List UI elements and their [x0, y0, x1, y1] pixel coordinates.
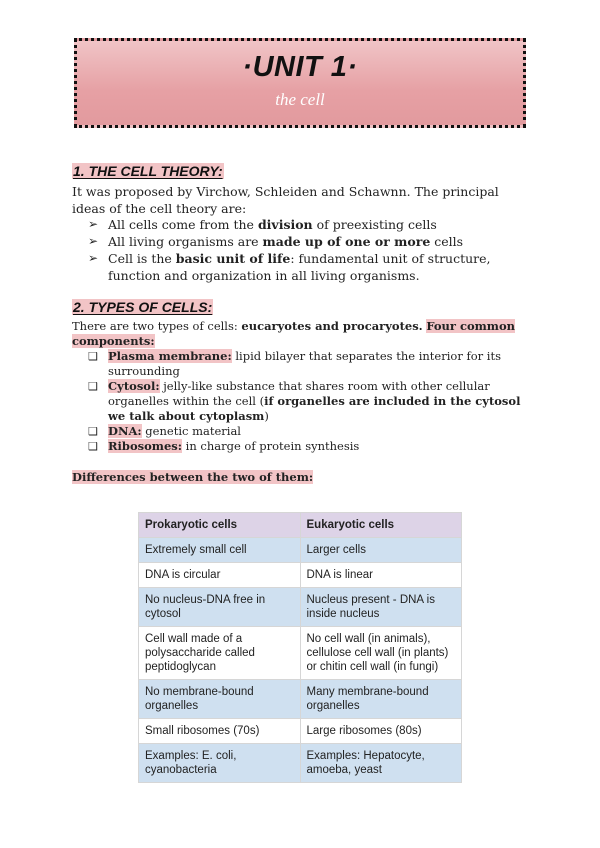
- table-row: [139, 538, 462, 563]
- component-term: Plasma membrane:: [108, 349, 232, 363]
- table-cell: Nucleus present - DNA is inside nucleus: [300, 588, 462, 627]
- intro-highlight: Four common components:: [72, 319, 515, 348]
- item-text: Cell is the: [108, 251, 176, 266]
- component-desc: jelly-like substance that shares room with other cellular organelles within the cell (: [108, 379, 490, 408]
- component-term: Cytosol:: [108, 379, 160, 393]
- list-item: [88, 379, 528, 424]
- differences-label: [72, 470, 528, 485]
- table-cell: No cell wall (in animals), cellulose cell wall (in plants) or chitin cell wall (in fungi): [300, 627, 462, 680]
- arrow-bullet-icon: ➢: [88, 251, 99, 265]
- checkbox-bullet-icon: ❑: [88, 425, 98, 438]
- checkbox-bullet-icon: ❑: [88, 440, 98, 453]
- checkbox-bullet-icon: ❑: [88, 380, 98, 393]
- item-bold: division: [257, 217, 313, 232]
- checkbox-bullet-icon: ❑: [88, 350, 98, 363]
- list-item: [88, 439, 528, 454]
- item-bold: basic unit of life: [175, 251, 291, 266]
- component-term: Ribosomes:: [108, 439, 182, 453]
- unit-subtitle: the cell: [275, 90, 325, 109]
- item-bold: made up of one or more: [262, 234, 431, 249]
- list-item: [88, 349, 528, 379]
- cell-theory-list: [88, 216, 528, 284]
- table-cell: Cell wall made of a polysaccharide called peptidoglycan: [139, 627, 301, 680]
- component-desc: genetic material: [141, 424, 241, 438]
- differences-table: [138, 512, 462, 783]
- arrow-bullet-icon: ➢: [88, 217, 99, 231]
- item-text: : fundamental unit of structure, function and organization in all living organisms.: [108, 251, 491, 283]
- table-cell: Larger cells: [300, 538, 462, 563]
- table-cell: No nucleus-DNA free in cytosol: [139, 588, 301, 627]
- header-prokaryotic: Prokaryotic cells: [139, 513, 301, 538]
- table-row: [139, 719, 462, 744]
- component-bold: if organelles are included in the cytosol we talk about cytoplasm: [108, 394, 521, 423]
- item-text: All cells come from the: [108, 217, 258, 232]
- table-row: [139, 588, 462, 627]
- table-cell: No membrane-bound organelles: [139, 680, 301, 719]
- list-item: [88, 250, 528, 284]
- types-intro: [72, 319, 528, 349]
- intro-text: There are two types of cells:: [72, 319, 242, 333]
- arrow-bullet-icon: ➢: [88, 234, 99, 248]
- item-text: of preexisting cells: [312, 217, 437, 232]
- heading-types-of-cells: 2. TYPES OF CELLS:: [73, 299, 213, 315]
- table-cell: Large ribosomes (80s): [300, 719, 462, 744]
- list-item: [88, 233, 528, 250]
- title-banner: [74, 38, 526, 128]
- component-tail: ): [264, 409, 269, 423]
- differences-label-text: Differences between the two of them:: [72, 470, 314, 484]
- table-row: [139, 627, 462, 680]
- table-cell: Small ribosomes (70s): [139, 719, 301, 744]
- component-desc: lipid bilayer that separates the interior for its surrounding: [108, 349, 502, 378]
- table-cell: DNA is linear: [300, 563, 462, 588]
- table-cell: Many membrane-bound organelles: [300, 680, 462, 719]
- item-text: All living organisms are: [108, 234, 263, 249]
- list-item: [88, 424, 528, 439]
- table-cell: Examples: E. coli, cyanobacteria: [139, 744, 301, 783]
- table-row: [139, 744, 462, 783]
- cell-theory-intro: It was proposed by Virchow, Schleiden and Schawnn. The principal ideas of the cell theory are:: [72, 184, 499, 216]
- table-cell: Extremely small cell: [139, 538, 301, 563]
- table-cell: DNA is circular: [139, 563, 301, 588]
- table-row: [139, 563, 462, 588]
- intro-bold: eucaryotes and procaryotes.: [241, 319, 423, 333]
- list-item: [88, 216, 528, 233]
- header-eukaryotic: Eukaryotic cells: [300, 513, 462, 538]
- components-list: [88, 349, 528, 454]
- table-cell: Examples: Hepatocyte, amoeba, yeast: [300, 744, 462, 783]
- table-header-row: [139, 513, 462, 538]
- unit-title: ·UNIT 1·: [242, 51, 358, 83]
- component-desc: in charge of protein synthesis: [182, 439, 360, 453]
- table-row: [139, 680, 462, 719]
- component-term: DNA:: [108, 424, 142, 438]
- heading-cell-theory: 1. THE CELL THEORY:: [73, 163, 223, 179]
- item-text: cells: [430, 234, 464, 249]
